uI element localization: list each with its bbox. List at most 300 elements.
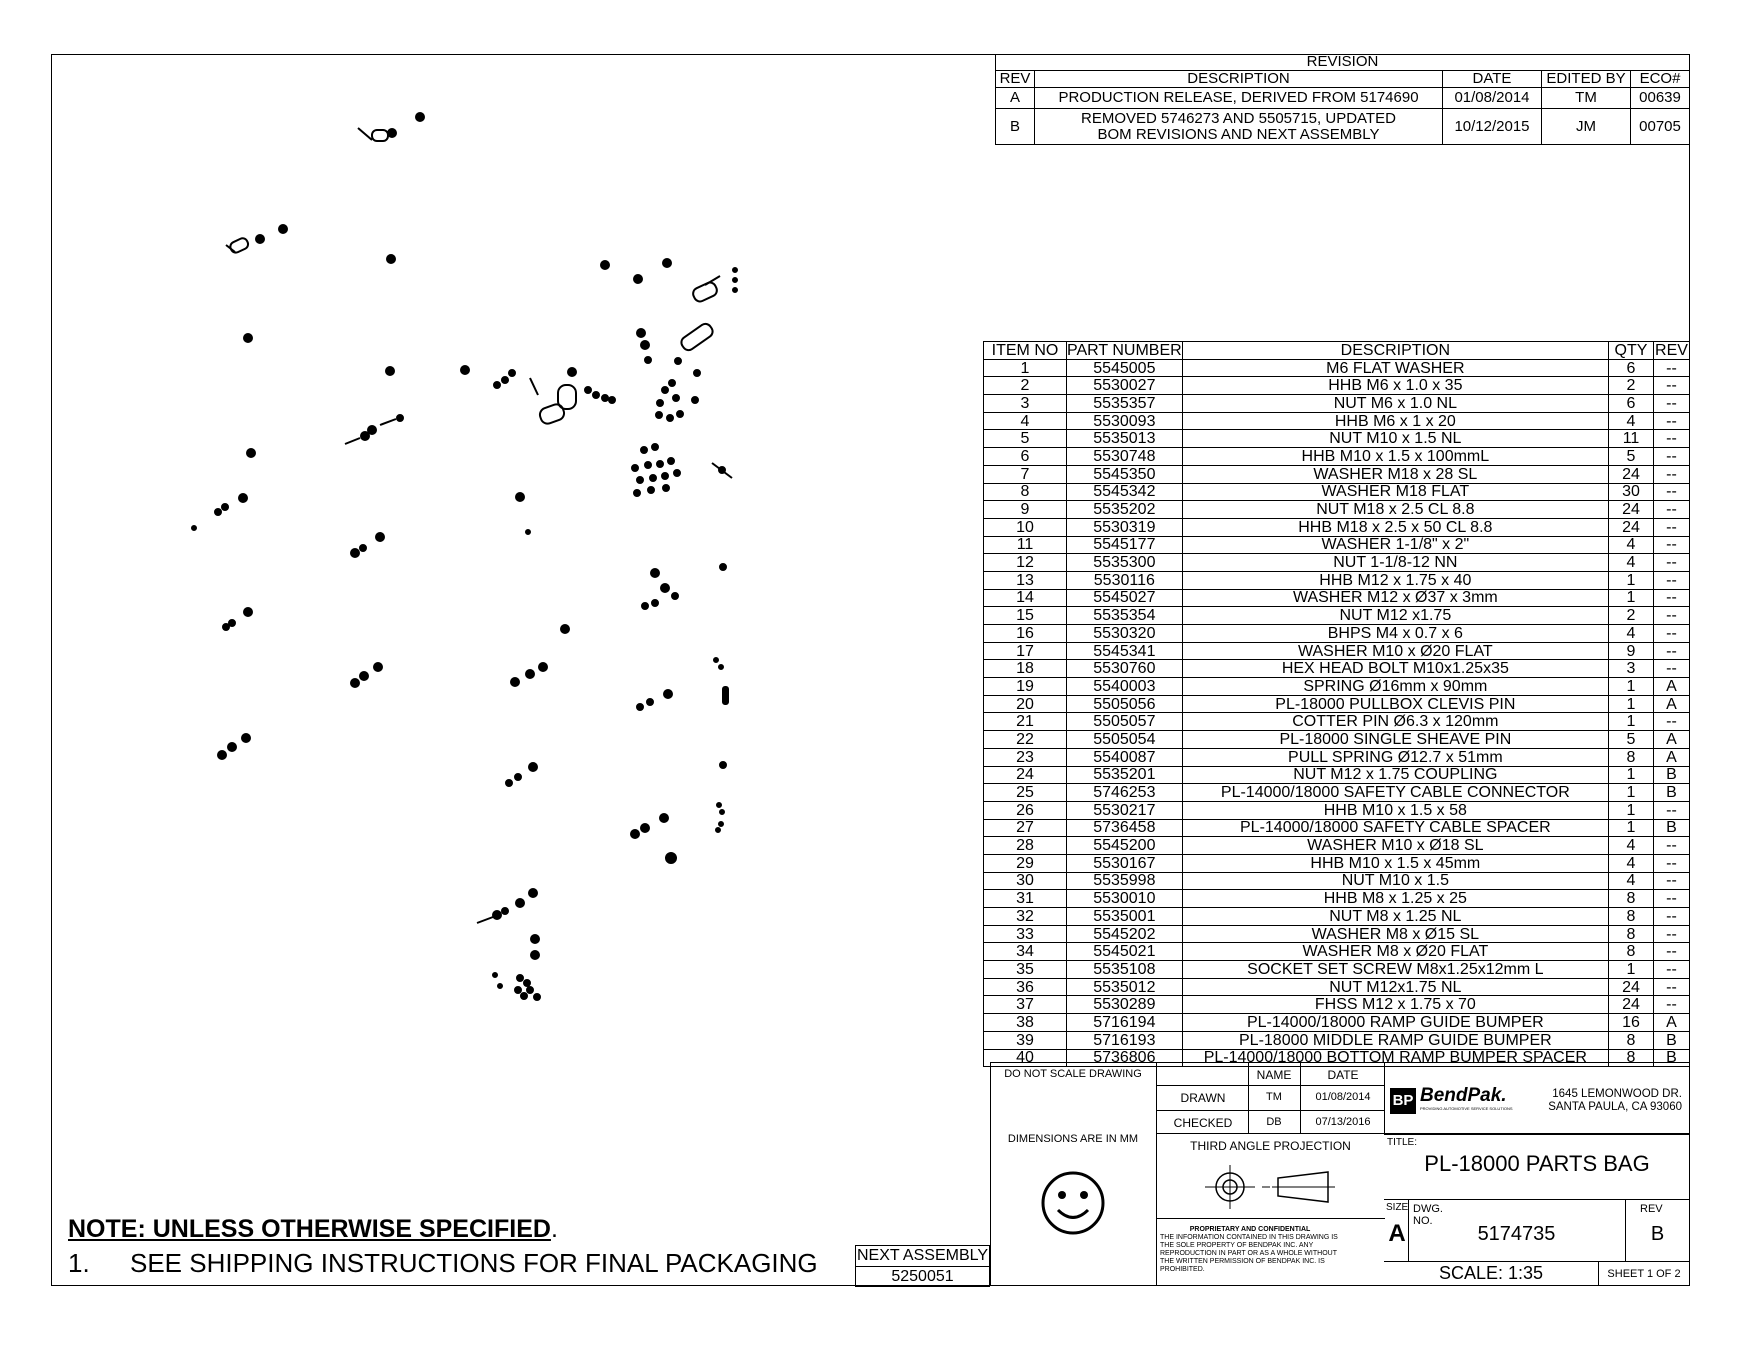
bom-description: PL-18000 PULLBOX CLEVIS PIN xyxy=(1182,695,1608,713)
size-label: SIZE xyxy=(1386,1202,1409,1213)
bom-rev: -- xyxy=(1654,448,1690,466)
projection-rule xyxy=(1156,1218,1385,1219)
bom-part-number: 5535001 xyxy=(1067,908,1183,926)
bom-item-no: 25 xyxy=(984,784,1067,802)
bom-description: HHB M6 x 1.0 x 35 xyxy=(1182,377,1608,395)
bom-part-number: 5535998 xyxy=(1067,872,1183,890)
rev-value: B xyxy=(1650,1223,1665,1245)
bom-description: WASHER M12 x Ø37 x 3mm xyxy=(1182,589,1608,607)
bom-description: PL-14000/18000 SAFETY CABLE CONNECTOR xyxy=(1182,784,1608,802)
bom-item-no: 4 xyxy=(984,412,1067,430)
bom-description: HHB M8 x 1.25 x 25 xyxy=(1182,890,1608,908)
bom-rev: -- xyxy=(1654,377,1690,395)
bom-item-no: 36 xyxy=(984,978,1067,996)
bom-rev: -- xyxy=(1654,642,1690,660)
bom-rev: -- xyxy=(1654,536,1690,554)
bom-description: WASHER M18 FLAT xyxy=(1182,483,1608,501)
bom-part-number: 5545341 xyxy=(1067,642,1183,660)
bom-item-no: 1 xyxy=(984,359,1067,377)
bom-description: WASHER M10 x Ø20 FLAT xyxy=(1182,642,1608,660)
bom-item-no: 8 xyxy=(984,483,1067,501)
bom-part-number: 5530027 xyxy=(1067,377,1183,395)
bom-item-no: 11 xyxy=(984,536,1067,554)
bom-row xyxy=(984,996,1690,1014)
bom-rev: A xyxy=(1654,678,1690,696)
bom-item-no: 29 xyxy=(984,854,1067,872)
bom-part-number: 5545202 xyxy=(1067,925,1183,943)
checked-label: CHECKED xyxy=(1173,1116,1233,1130)
bom-part-number: 5535354 xyxy=(1067,607,1183,625)
drawn-name: TM xyxy=(1266,1091,1282,1103)
bom-row xyxy=(984,448,1690,466)
bom-rev: -- xyxy=(1654,501,1690,519)
bom-description: FHSS M12 x 1.75 x 70 xyxy=(1182,996,1608,1014)
notes-section xyxy=(68,1215,818,1279)
bom-item-no: 20 xyxy=(984,695,1067,713)
bom-row xyxy=(984,642,1690,660)
bom-item-no: 35 xyxy=(984,961,1067,979)
bom-item-no: 38 xyxy=(984,1014,1067,1032)
bom-part-number: 5530010 xyxy=(1067,890,1183,908)
smiley-icon xyxy=(1040,1170,1106,1236)
bom-rev: -- xyxy=(1654,978,1690,996)
bom-row xyxy=(984,731,1690,749)
bom-rev: B xyxy=(1654,1049,1690,1067)
bom-part-number: 5545342 xyxy=(1067,483,1183,501)
bom-item-no: 22 xyxy=(984,731,1067,749)
bom-description: NUT 1-1/8-12 NN xyxy=(1182,554,1608,572)
bom-part-number: 5545177 xyxy=(1067,536,1183,554)
drawing-title: PL-18000 PARTS BAG xyxy=(1424,1151,1650,1176)
bom-item-no: 14 xyxy=(984,589,1067,607)
drawn-label: DRAWN xyxy=(1180,1091,1226,1105)
bom-rev: -- xyxy=(1654,890,1690,908)
bom-part-number: 5736458 xyxy=(1067,819,1183,837)
bom-rev: -- xyxy=(1654,554,1690,572)
bom-qty: 24 xyxy=(1609,465,1654,483)
bom-qty: 4 xyxy=(1609,837,1654,855)
bom-row xyxy=(984,978,1690,996)
bom-row xyxy=(984,837,1690,855)
bom-item-no: 12 xyxy=(984,554,1067,572)
bom-item-no: 2 xyxy=(984,377,1067,395)
address-line: 1645 LEMONWOOD DR. xyxy=(1552,1088,1682,1100)
bom-item-no: 33 xyxy=(984,925,1067,943)
bom-rev: -- xyxy=(1654,359,1690,377)
bom-part-number: 5545350 xyxy=(1067,465,1183,483)
bom-row xyxy=(984,961,1690,979)
bom-qty: 4 xyxy=(1609,625,1654,643)
bom-qty: 4 xyxy=(1609,536,1654,554)
bom-qty: 6 xyxy=(1609,395,1654,413)
bom-part-number: 5535201 xyxy=(1067,766,1183,784)
bom-qty: 1 xyxy=(1609,695,1654,713)
bom-description: HHB M18 x 2.5 x 50 CL 8.8 xyxy=(1182,518,1608,536)
bom-description: SOCKET SET SCREW M8x1.25x12mm L xyxy=(1182,961,1608,979)
bom-qty: 4 xyxy=(1609,554,1654,572)
bom-item-no: 13 xyxy=(984,571,1067,589)
bom-qty: 1 xyxy=(1609,819,1654,837)
bom-item-no: 18 xyxy=(984,660,1067,678)
bom-row xyxy=(984,607,1690,625)
bom-qty: 1 xyxy=(1609,961,1654,979)
revision-row-description-line: REMOVED 5746273 AND 5505715, UPDATED xyxy=(1081,109,1396,127)
bom-part-number: 5505054 xyxy=(1067,731,1183,749)
bom-part-number: 5530760 xyxy=(1067,660,1183,678)
proprietary-notice xyxy=(1160,1226,1340,1274)
bom-description: NUT M10 x 1.5 NL xyxy=(1182,430,1608,448)
bom-rev: -- xyxy=(1654,465,1690,483)
bom-description: NUT M12 x1.75 xyxy=(1182,607,1608,625)
bom-item-no: 26 xyxy=(984,801,1067,819)
bom-item-no: 7 xyxy=(984,465,1067,483)
bom-rev: -- xyxy=(1654,571,1690,589)
revision-title: REVISION xyxy=(996,54,1690,71)
bom-rev: -- xyxy=(1654,660,1690,678)
bom-row xyxy=(984,908,1690,926)
bom-part-number: 5530320 xyxy=(1067,625,1183,643)
bom-rev: A xyxy=(1654,695,1690,713)
bom-part-number: 5505056 xyxy=(1067,695,1183,713)
bom-row xyxy=(984,801,1690,819)
revision-row-description xyxy=(1035,109,1443,145)
bom-row xyxy=(984,784,1690,802)
bom-part-number: 5535012 xyxy=(1067,978,1183,996)
bom-description: NUT M8 x 1.25 NL xyxy=(1182,908,1608,926)
bom-description: NUT M18 x 2.5 CL 8.8 xyxy=(1182,501,1608,519)
bom-qty: 30 xyxy=(1609,483,1654,501)
scale-rule xyxy=(1384,1261,1690,1262)
bom-rev: -- xyxy=(1654,837,1690,855)
bom-row xyxy=(984,766,1690,784)
bom-qty: 4 xyxy=(1609,872,1654,890)
proprietary-text: THE INFORMATION CONTAINED IN THIS DRAWING IS THE SOLE PROPERTY OF BENDPAK INC. ANY REPRODUCTION IN PART OR AS A WHOLE WITHOUT THE WRITTEN PERMISSION OF BENDPAK INC. IS PROHIBITED. xyxy=(1160,1234,1338,1273)
bill-of-materials-table xyxy=(983,341,1690,1067)
bom-part-number: 5530748 xyxy=(1067,448,1183,466)
bom-part-number: 5716193 xyxy=(1067,1031,1183,1049)
bom-rev: -- xyxy=(1654,925,1690,943)
bom-row xyxy=(984,678,1690,696)
bom-row xyxy=(984,748,1690,766)
revision-row-eco: 00705 xyxy=(1631,109,1690,145)
bom-part-number: 5540003 xyxy=(1067,678,1183,696)
revision-row-rev: A xyxy=(996,88,1035,109)
bom-description: HHB M6 x 1 x 20 xyxy=(1182,412,1608,430)
bom-rev: -- xyxy=(1654,589,1690,607)
bom-rev: A xyxy=(1654,1014,1690,1032)
bom-row xyxy=(984,518,1690,536)
next-assembly-value: 5250051 xyxy=(891,1268,954,1285)
bom-qty: 1 xyxy=(1609,678,1654,696)
bom-row xyxy=(984,1014,1690,1032)
revision-row-description: PRODUCTION RELEASE, DERIVED FROM 5174690 xyxy=(1035,88,1443,109)
bom-row xyxy=(984,377,1690,395)
bom-item-no: 5 xyxy=(984,430,1067,448)
bom-qty: 2 xyxy=(1609,607,1654,625)
bom-part-number: 5736806 xyxy=(1067,1049,1183,1067)
bom-row xyxy=(984,695,1690,713)
bom-row xyxy=(984,660,1690,678)
bom-description: PL-14000/18000 SAFETY CABLE SPACER xyxy=(1182,819,1608,837)
bom-item-no: 32 xyxy=(984,908,1067,926)
bom-part-number: 5535108 xyxy=(1067,961,1183,979)
revision-table xyxy=(995,54,1690,145)
date-header: DATE xyxy=(1327,1068,1359,1082)
bom-qty: 1 xyxy=(1609,784,1654,802)
bom-description: HHB M10 x 1.5 x 58 xyxy=(1182,801,1608,819)
bom-item-no: 30 xyxy=(984,872,1067,890)
bom-header-description: DESCRIPTION xyxy=(1182,342,1608,360)
bom-qty: 6 xyxy=(1609,359,1654,377)
bom-row xyxy=(984,554,1690,572)
bom-part-number: 5505057 xyxy=(1067,713,1183,731)
bom-part-number: 5716194 xyxy=(1067,1014,1183,1032)
bom-row xyxy=(984,943,1690,961)
bom-row xyxy=(984,483,1690,501)
bom-item-no: 39 xyxy=(984,1031,1067,1049)
bom-description: PL-14000/18000 BOTTOM RAMP BUMPER SPACER xyxy=(1182,1049,1608,1067)
bom-row xyxy=(984,465,1690,483)
bom-rev: -- xyxy=(1654,943,1690,961)
checked-date: 07/13/2016 xyxy=(1315,1116,1371,1128)
bom-row xyxy=(984,359,1690,377)
next-assembly-label: NEXT ASSEMBLY xyxy=(856,1246,989,1267)
bom-part-number: 5530167 xyxy=(1067,854,1183,872)
bom-row xyxy=(984,501,1690,519)
bom-item-no: 27 xyxy=(984,819,1067,837)
bom-part-number: 5540087 xyxy=(1067,748,1183,766)
bom-item-no: 28 xyxy=(984,837,1067,855)
bendpak-logo xyxy=(1390,1085,1518,1114)
bom-item-no: 37 xyxy=(984,996,1067,1014)
bom-description: HHB M10 x 1.5 x 100mmL xyxy=(1182,448,1608,466)
notes-title: NOTE: UNLESS OTHERWISE SPECIFIED xyxy=(68,1215,551,1243)
bom-description: COTTER PIN Ø6.3 x 120mm xyxy=(1182,713,1608,731)
bom-item-no: 34 xyxy=(984,943,1067,961)
bom-item-no: 15 xyxy=(984,607,1067,625)
bom-qty: 24 xyxy=(1609,518,1654,536)
bom-qty: 24 xyxy=(1609,978,1654,996)
bom-item-no: 6 xyxy=(984,448,1067,466)
bom-row xyxy=(984,872,1690,890)
drawn-date: 01/08/2014 xyxy=(1315,1091,1371,1103)
bom-qty: 24 xyxy=(1609,996,1654,1014)
company-address xyxy=(1522,1088,1682,1114)
bom-part-number: 5746253 xyxy=(1067,784,1183,802)
bom-rev: -- xyxy=(1654,908,1690,926)
bom-qty: 8 xyxy=(1609,890,1654,908)
bom-part-number: 5545027 xyxy=(1067,589,1183,607)
bom-item-no: 9 xyxy=(984,501,1067,519)
bom-qty: 8 xyxy=(1609,748,1654,766)
note-number: 1. xyxy=(68,1248,90,1278)
bom-description: HEX HEAD BOLT M10x1.25x35 xyxy=(1182,660,1608,678)
bom-rev: -- xyxy=(1654,430,1690,448)
bom-item-no: 17 xyxy=(984,642,1067,660)
dwg-no-label: DWG. NO. xyxy=(1413,1203,1443,1227)
approval-grid-rule xyxy=(1248,1062,1249,1134)
bom-qty: 1 xyxy=(1609,801,1654,819)
bom-item-no: 10 xyxy=(984,518,1067,536)
bom-row xyxy=(984,571,1690,589)
bom-part-number: 5535357 xyxy=(1067,395,1183,413)
bom-row xyxy=(984,536,1690,554)
bom-item-no: 23 xyxy=(984,748,1067,766)
bom-rev: B xyxy=(1654,1031,1690,1049)
bom-description: NUT M10 x 1.5 xyxy=(1182,872,1608,890)
bom-row xyxy=(984,430,1690,448)
bom-description: WASHER M8 x Ø15 SL xyxy=(1182,925,1608,943)
bom-part-number: 5530289 xyxy=(1067,996,1183,1014)
bom-item-no: 19 xyxy=(984,678,1067,696)
bom-rev: -- xyxy=(1654,625,1690,643)
sheet-size: A xyxy=(1388,1220,1406,1247)
bom-row xyxy=(984,713,1690,731)
bom-qty: 24 xyxy=(1609,501,1654,519)
name-header: NAME xyxy=(1256,1068,1292,1082)
title-label: TITLE: xyxy=(1387,1137,1418,1148)
bom-row xyxy=(984,625,1690,643)
bom-rev: -- xyxy=(1654,713,1690,731)
address-line: SANTA PAULA, CA 93060 xyxy=(1548,1101,1682,1113)
approval-grid-rule xyxy=(1156,1110,1385,1111)
approval-grid-rule xyxy=(1300,1062,1301,1134)
bom-part-number: 5545200 xyxy=(1067,837,1183,855)
bom-description: WASHER M10 x Ø18 SL xyxy=(1182,837,1608,855)
bom-qty: 5 xyxy=(1609,731,1654,749)
size-rule xyxy=(1384,1199,1690,1200)
bom-rev: -- xyxy=(1654,483,1690,501)
bom-row xyxy=(984,589,1690,607)
bom-row xyxy=(984,854,1690,872)
bom-header-part-number: PART NUMBER xyxy=(1067,341,1182,359)
checked-name: DB xyxy=(1266,1116,1282,1128)
bom-qty: 1 xyxy=(1609,571,1654,589)
bom-item-no: 40 xyxy=(984,1049,1067,1067)
bom-description: SPRING Ø16mm x 90mm xyxy=(1182,678,1608,696)
projection-label: THIRD ANGLE PROJECTION xyxy=(1190,1139,1351,1153)
bendpak-logo-mark: BP xyxy=(1390,1088,1416,1114)
bom-qty: 1 xyxy=(1609,766,1654,784)
note-item xyxy=(68,1248,818,1279)
bom-row xyxy=(984,395,1690,413)
revision-row-edited-by: JM xyxy=(1542,109,1631,145)
bom-item-no: 3 xyxy=(984,395,1067,413)
revision-header-edited-by: EDITED BY xyxy=(1542,71,1631,88)
do-not-scale-text: DO NOT SCALE DRAWING xyxy=(1004,1068,1142,1080)
revision-row-description-line: BOM REVISIONS AND NEXT ASSEMBLY xyxy=(1097,125,1380,143)
bom-description: HHB M10 x 1.5 x 45mm xyxy=(1182,854,1608,872)
revision-row-date: 10/12/2015 xyxy=(1443,109,1542,145)
bom-qty: 1 xyxy=(1609,713,1654,731)
bom-row xyxy=(984,1031,1690,1049)
bom-description: M6 FLAT WASHER xyxy=(1182,359,1608,377)
bom-description: PULL SPRING Ø12.7 x 51mm xyxy=(1182,748,1608,766)
revision-row-date: 01/08/2014 xyxy=(1443,88,1542,109)
bom-qty: 8 xyxy=(1609,925,1654,943)
title-rule xyxy=(1384,1134,1690,1135)
bom-item-no: 24 xyxy=(984,766,1067,784)
bom-qty: 8 xyxy=(1609,1049,1654,1067)
bom-part-number: 5530116 xyxy=(1067,571,1183,589)
sheet-text: SHEET 1 OF 2 xyxy=(1607,1268,1681,1280)
revision-header-rev: REV xyxy=(996,71,1035,88)
bom-part-number: 5530217 xyxy=(1067,801,1183,819)
bom-description: PL-14000/18000 RAMP GUIDE BUMPER xyxy=(1182,1014,1608,1032)
bom-rev: -- xyxy=(1654,412,1690,430)
bom-item-no: 21 xyxy=(984,713,1067,731)
revision-row-rev: B xyxy=(996,109,1035,145)
bom-row xyxy=(984,819,1690,837)
revision-header-date: DATE xyxy=(1443,71,1542,88)
bom-part-number: 5545021 xyxy=(1067,943,1183,961)
bom-description: WASHER M8 x Ø20 FLAT xyxy=(1182,943,1608,961)
bom-qty: 8 xyxy=(1609,1031,1654,1049)
bom-rev: A xyxy=(1654,748,1690,766)
bom-qty: 3 xyxy=(1609,660,1654,678)
dimensions-text: DIMENSIONS ARE IN MM xyxy=(1007,1133,1139,1145)
bom-row xyxy=(984,925,1690,943)
bom-qty: 8 xyxy=(1609,908,1654,926)
proprietary-title: PROPRIETARY AND CONFIDENTIAL xyxy=(1189,1226,1311,1233)
revision-row-eco: 00639 xyxy=(1631,88,1690,109)
bom-part-number: 5535300 xyxy=(1067,554,1183,572)
bom-part-number: 5530093 xyxy=(1067,412,1183,430)
bom-item-no: 31 xyxy=(984,890,1067,908)
bom-part-number: 5535013 xyxy=(1067,430,1183,448)
revision-header-description: DESCRIPTION xyxy=(1035,71,1443,88)
bom-rev: -- xyxy=(1654,996,1690,1014)
bom-header-qty: QTY xyxy=(1609,342,1654,360)
bom-qty: 2 xyxy=(1609,377,1654,395)
next-assembly-box xyxy=(855,1245,990,1287)
rev-label: REV xyxy=(1640,1203,1663,1215)
bom-rev: -- xyxy=(1654,395,1690,413)
bom-rev: B xyxy=(1654,766,1690,784)
bom-header-item-no: ITEM NO xyxy=(984,342,1067,360)
bom-description: WASHER M18 x 28 SL xyxy=(1182,465,1608,483)
bendpak-logo-tagline: PROVIDING AUTOMOTIVE SERVICE SOLUTIONS xyxy=(1420,1106,1513,1111)
bom-rev: -- xyxy=(1654,872,1690,890)
bom-description: NUT M12x1.75 NL xyxy=(1182,978,1608,996)
bom-description: NUT M6 x 1.0 NL xyxy=(1182,395,1608,413)
bom-part-number: 5545005 xyxy=(1067,359,1183,377)
note-text: SEE SHIPPING INSTRUCTIONS FOR FINAL PACKAGING xyxy=(130,1248,818,1278)
bom-rev: -- xyxy=(1654,518,1690,536)
bom-qty: 5 xyxy=(1609,448,1654,466)
bom-rev: -- xyxy=(1654,607,1690,625)
revision-row-edited-by: TM xyxy=(1542,88,1631,109)
bom-qty: 11 xyxy=(1609,430,1654,448)
bom-qty: 9 xyxy=(1609,642,1654,660)
bom-row xyxy=(984,890,1690,908)
bom-qty: 1 xyxy=(1609,589,1654,607)
bendpak-logo-text: BendPak. xyxy=(1420,1085,1507,1106)
bom-rev: -- xyxy=(1654,801,1690,819)
bom-description: HHB M12 x 1.75 x 40 xyxy=(1182,571,1608,589)
third-angle-projection-icon xyxy=(1200,1162,1350,1212)
scale-text: SCALE: 1:35 xyxy=(1438,1263,1544,1283)
bom-description: BHPS M4 x 0.7 x 6 xyxy=(1182,625,1608,643)
bom-row xyxy=(984,412,1690,430)
bom-rev: B xyxy=(1654,819,1690,837)
bom-header-rev: REV xyxy=(1655,341,1688,359)
bom-description: NUT M12 x 1.75 COUPLING xyxy=(1182,766,1608,784)
bom-rev: -- xyxy=(1654,961,1690,979)
bom-part-number: 5535202 xyxy=(1067,501,1183,519)
bom-rev: A xyxy=(1654,731,1690,749)
bom-qty: 4 xyxy=(1609,854,1654,872)
